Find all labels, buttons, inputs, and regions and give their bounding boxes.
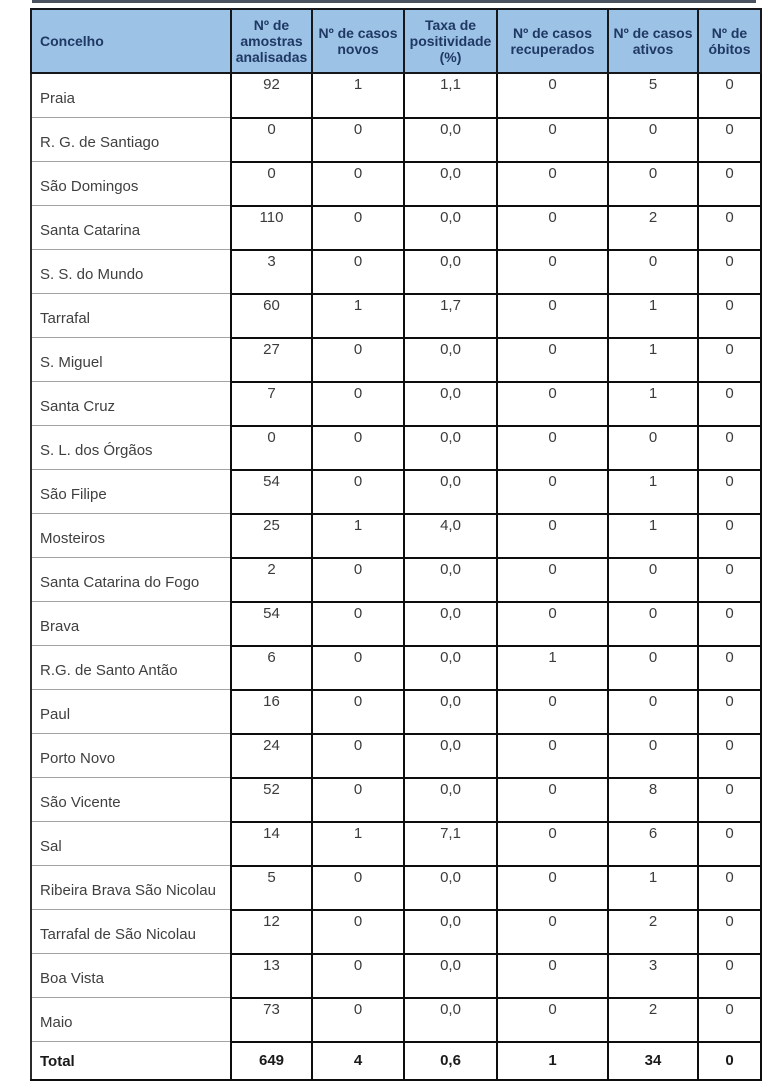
concelho-name-cell: Santa Catarina [31,206,231,250]
value-cell: 54 [231,602,312,646]
value-cell: 0 [231,426,312,470]
value-cell: 1 [608,514,698,558]
value-cell: 60 [231,294,312,338]
concelho-name-cell: Praia [31,73,231,118]
top-divider-rule [32,0,756,3]
concelho-name-cell: São Vicente [31,778,231,822]
value-cell: 0 [497,690,608,734]
value-cell: 1 [608,338,698,382]
value-cell: 0 [312,558,404,602]
value-cell: 0 [497,162,608,206]
value-cell: 92 [231,73,312,118]
value-cell: 0 [312,690,404,734]
value-cell: 2 [608,998,698,1042]
table-row [31,910,761,954]
table-row [31,426,761,470]
value-cell: 1 [608,470,698,514]
value-cell: 0 [497,778,608,822]
col-header-concelho: Concelho [31,9,231,73]
col-header-casos-novos: Nº de casos novos [312,9,404,73]
total-row [31,1042,761,1081]
value-cell: 1 [312,822,404,866]
value-cell: 1 [312,514,404,558]
value-cell: 0,0 [404,646,497,690]
value-cell: 0 [698,294,761,338]
table-row [31,118,761,162]
value-cell: 0 [698,338,761,382]
value-cell: 14 [231,822,312,866]
value-cell: 0 [312,426,404,470]
table-row [31,998,761,1042]
col-header-casos-recuperados: Nº de casos recuperados [497,9,608,73]
value-cell: 0 [497,118,608,162]
value-cell: 0 [698,822,761,866]
table-row [31,734,761,778]
value-cell: 13 [231,954,312,998]
value-cell: 0 [608,646,698,690]
value-cell: 0,0 [404,470,497,514]
value-cell: 0 [497,866,608,910]
covid-municipality-table [30,8,762,1081]
value-cell: 0 [497,734,608,778]
table-row [31,294,761,338]
value-cell: 12 [231,910,312,954]
value-cell: 1 [608,294,698,338]
concelho-name-cell: R.G. de Santo Antão [31,646,231,690]
value-cell: 0 [312,206,404,250]
total-value-cell: 34 [608,1042,698,1081]
table-row [31,866,761,910]
concelho-name-cell: Tarrafal de São Nicolau [31,910,231,954]
value-cell: 0 [698,558,761,602]
concelho-name-cell: Tarrafal [31,294,231,338]
value-cell: 0 [312,470,404,514]
value-cell: 0 [698,954,761,998]
value-cell: 0 [698,382,761,426]
value-cell: 0,0 [404,426,497,470]
table-row [31,250,761,294]
value-cell: 0 [497,73,608,118]
value-cell: 27 [231,338,312,382]
value-cell: 0 [497,294,608,338]
total-value-cell: 0,6 [404,1042,497,1081]
value-cell: 5 [231,866,312,910]
value-cell: 0 [312,734,404,778]
total-value-cell: 4 [312,1042,404,1081]
value-cell: 0,0 [404,998,497,1042]
value-cell: 0 [312,602,404,646]
table-row [31,338,761,382]
table-row [31,73,761,118]
total-value-cell: 1 [497,1042,608,1081]
value-cell: 0 [608,602,698,646]
total-value-cell: 0 [698,1042,761,1081]
table-row [31,602,761,646]
value-cell: 0 [698,250,761,294]
value-cell: 8 [608,778,698,822]
concelho-name-cell: Paul [31,690,231,734]
value-cell: 2 [608,206,698,250]
value-cell: 0,0 [404,338,497,382]
concelho-name-cell: S. Miguel [31,338,231,382]
value-cell: 0,0 [404,602,497,646]
value-cell: 1,7 [404,294,497,338]
concelho-name-cell: S. L. dos Órgãos [31,426,231,470]
table-row [31,558,761,602]
value-cell: 0 [608,734,698,778]
col-header-taxa-positividade: Taxa de positividade (%) [404,9,497,73]
value-cell: 0,0 [404,250,497,294]
value-cell: 0,0 [404,206,497,250]
table-row [31,470,761,514]
concelho-name-cell: S. S. do Mundo [31,250,231,294]
table-row [31,822,761,866]
total-label-cell: Total [31,1042,231,1081]
value-cell: 0 [698,470,761,514]
value-cell: 2 [608,910,698,954]
concelho-name-cell: R. G. de Santiago [31,118,231,162]
concelho-name-cell: Santa Cruz [31,382,231,426]
table-row [31,382,761,426]
concelho-name-cell: Boa Vista [31,954,231,998]
value-cell: 0 [312,646,404,690]
value-cell: 3 [608,954,698,998]
value-cell: 1 [608,382,698,426]
value-cell: 6 [231,646,312,690]
value-cell: 0 [231,162,312,206]
table-row [31,162,761,206]
concelho-name-cell: Porto Novo [31,734,231,778]
value-cell: 0 [497,338,608,382]
value-cell: 0 [698,162,761,206]
value-cell: 0 [497,558,608,602]
value-cell: 16 [231,690,312,734]
table-row [31,778,761,822]
value-cell: 0 [698,118,761,162]
value-cell: 1 [312,294,404,338]
value-cell: 0,0 [404,778,497,822]
value-cell: 0 [497,998,608,1042]
value-cell: 0 [497,426,608,470]
value-cell: 7,1 [404,822,497,866]
value-cell: 0 [497,470,608,514]
value-cell: 73 [231,998,312,1042]
concelho-name-cell: Sal [31,822,231,866]
value-cell: 0 [312,382,404,426]
table-header-row [31,9,761,73]
value-cell: 0 [608,118,698,162]
table-row [31,646,761,690]
concelho-name-cell: São Domingos [31,162,231,206]
table-row [31,514,761,558]
value-cell: 25 [231,514,312,558]
total-value-cell: 649 [231,1042,312,1081]
value-cell: 0 [312,866,404,910]
value-cell: 1 [497,646,608,690]
value-cell: 0,0 [404,690,497,734]
table-body [31,73,761,1080]
value-cell: 0,0 [404,382,497,426]
concelho-name-cell: São Filipe [31,470,231,514]
value-cell: 0 [698,646,761,690]
concelho-name-cell: Maio [31,998,231,1042]
value-cell: 0 [497,602,608,646]
value-cell: 0 [312,778,404,822]
value-cell: 6 [608,822,698,866]
value-cell: 0,0 [404,162,497,206]
col-header-amostras-analisadas: Nº de amostras analisadas [231,9,312,73]
value-cell: 0 [497,514,608,558]
concelho-name-cell: Mosteiros [31,514,231,558]
value-cell: 1 [312,73,404,118]
concelho-name-cell: Ribeira Brava São Nicolau [31,866,231,910]
value-cell: 0 [312,250,404,294]
value-cell: 0 [608,426,698,470]
value-cell: 0 [231,118,312,162]
value-cell: 3 [231,250,312,294]
value-cell: 1 [608,866,698,910]
value-cell: 0 [698,690,761,734]
value-cell: 4,0 [404,514,497,558]
table-row [31,954,761,998]
value-cell: 0 [698,602,761,646]
value-cell: 5 [608,73,698,118]
value-cell: 0 [698,998,761,1042]
value-cell: 54 [231,470,312,514]
value-cell: 0 [698,734,761,778]
value-cell: 0 [497,910,608,954]
value-cell: 0 [608,250,698,294]
value-cell: 0 [312,910,404,954]
value-cell: 0,0 [404,866,497,910]
value-cell: 0 [698,426,761,470]
table-row [31,206,761,250]
value-cell: 0 [312,162,404,206]
value-cell: 0 [698,206,761,250]
col-header-obitos: Nº de óbitos [698,9,761,73]
value-cell: 2 [231,558,312,602]
value-cell: 0 [497,250,608,294]
value-cell: 1,1 [404,73,497,118]
value-cell: 0 [497,206,608,250]
col-header-casos-ativos: Nº de casos ativos [608,9,698,73]
value-cell: 52 [231,778,312,822]
value-cell: 0 [497,822,608,866]
value-cell: 0 [608,162,698,206]
value-cell: 0,0 [404,910,497,954]
concelho-name-cell: Santa Catarina do Fogo [31,558,231,602]
value-cell: 0 [698,73,761,118]
table-row [31,690,761,734]
value-cell: 0,0 [404,558,497,602]
value-cell: 0,0 [404,954,497,998]
value-cell: 0 [312,118,404,162]
value-cell: 7 [231,382,312,426]
value-cell: 0 [698,778,761,822]
value-cell: 110 [231,206,312,250]
value-cell: 0,0 [404,118,497,162]
value-cell: 0 [312,954,404,998]
value-cell: 0 [312,998,404,1042]
value-cell: 0 [608,558,698,602]
value-cell: 0,0 [404,734,497,778]
concelho-name-cell: Brava [31,602,231,646]
value-cell: 0 [698,910,761,954]
value-cell: 0 [497,382,608,426]
value-cell: 24 [231,734,312,778]
value-cell: 0 [698,514,761,558]
value-cell: 0 [608,690,698,734]
value-cell: 0 [312,338,404,382]
value-cell: 0 [497,954,608,998]
value-cell: 0 [698,866,761,910]
